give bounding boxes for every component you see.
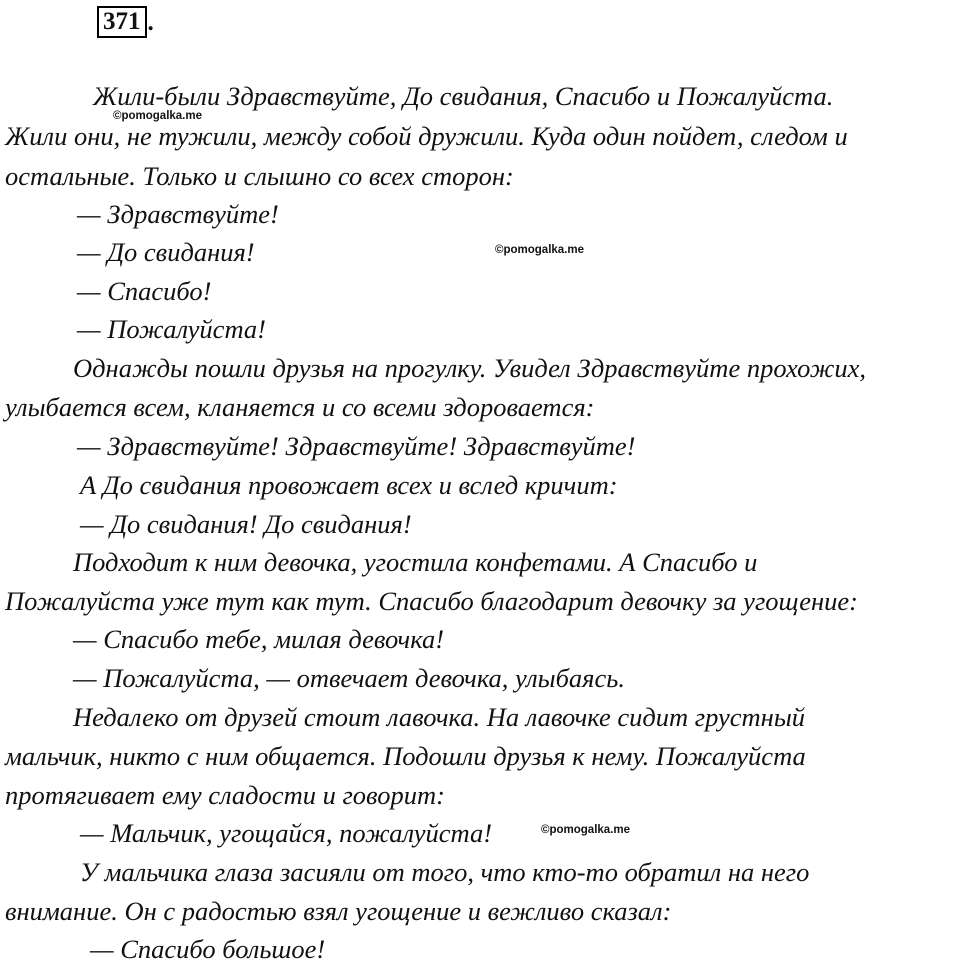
text-line: Жили они, не тужили, между собой дружили. Куда один пойдет, следом и	[5, 121, 848, 151]
text-line: А До свидания провожает всех и вслед кричит:	[80, 470, 618, 500]
text-line: У мальчика глаза засияли от того, что кто-то обратил на него	[80, 857, 810, 887]
text-line: — Спасибо большое!	[90, 934, 326, 964]
text-line: — Мальчик, угощайся, пожалуйста!	[80, 818, 493, 848]
text-line: — Спасибо тебе, милая девочка!	[73, 624, 445, 654]
text-line: — Здравствуйте!	[77, 199, 279, 229]
exercise-number-dot: .	[147, 9, 154, 36]
text-line: — До свидания! До свидания!	[80, 509, 412, 539]
watermark: ©pomogalka.me	[113, 110, 202, 122]
text-line: — Здравствуйте! Здравствуйте! Здравствуйте!	[77, 431, 636, 461]
text-line: — Пожалуйста!	[77, 314, 266, 344]
text-line: внимание. Он с радостью взял угощение и вежливо сказал:	[5, 896, 672, 926]
text-line: — Пожалуйста, — отвечает девочка, улыбаясь.	[73, 663, 625, 693]
watermark: ©pomogalka.me	[495, 244, 584, 256]
text-line: — До свидания!	[77, 237, 255, 267]
text-line: остальные. Только и слышно со всех сторон:	[5, 161, 514, 191]
text-line: Однажды пошли друзья на прогулку. Увидел Здравствуйте прохожих,	[73, 353, 867, 383]
text-line: протягивает ему сладости и говорит:	[5, 780, 445, 810]
text-line: улыбается всем, кланяется и со всеми здоровается:	[5, 392, 595, 422]
text-line: мальчик, никто с ним общается. Подошли друзья к нему. Пожалуйста	[5, 741, 806, 771]
exercise-number-box: 371	[97, 6, 147, 38]
text-line: Подходит к ним девочка, угостила конфетами. А Спасибо и	[73, 547, 758, 577]
exercise-number	[97, 6, 154, 38]
text-line: — Спасибо!	[77, 276, 212, 306]
text-line: Пожалуйста уже тут как тут. Спасибо благодарит девочку за угощение:	[5, 586, 858, 616]
text-line: Недалеко от друзей стоит лавочка. На лавочке сидит грустный	[73, 702, 806, 732]
text-line: Жили-были Здравствуйте, До свидания, Спасибо и Пожалуйста.	[93, 81, 834, 111]
watermark: ©pomogalka.me	[541, 824, 630, 836]
